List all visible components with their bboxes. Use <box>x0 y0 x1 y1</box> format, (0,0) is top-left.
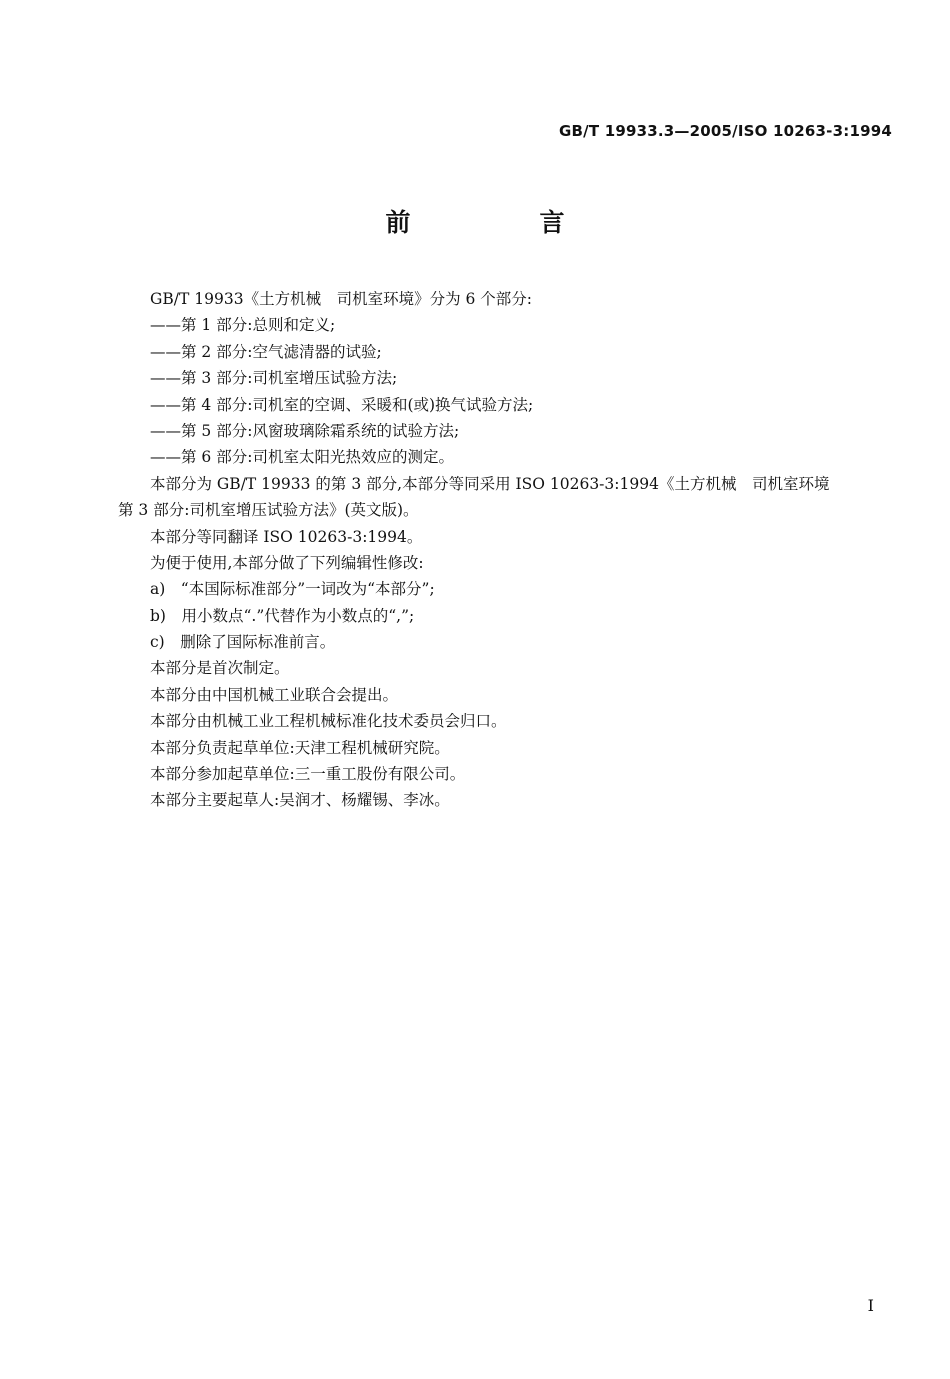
paragraph-translation: 本部分等同翻译 ISO 10263-3:1994。 <box>150 527 423 546</box>
paragraph-lead-drafter: 本部分负责起草单位:天津工程机械研究院。 <box>150 738 450 757</box>
page-number: I <box>867 1296 874 1315</box>
paragraph-proposed-by: 本部分由中国机械工业联合会提出。 <box>150 685 399 704</box>
paragraph-adoption-cont: 第 3 部分:司机室增压试验方法》(英文版)。 <box>118 501 419 520</box>
paragraph-first-edition: 本部分是首次制定。 <box>150 659 290 678</box>
list-item-part-2: ——第 2 部分:空气滤清器的试验; <box>150 342 382 361</box>
list-item-edit-b: b) 用小数点“.”代替作为小数点的“,”; <box>150 606 415 625</box>
list-item-part-6: ——第 6 部分:司机室太阳光热效应的测定。 <box>150 448 454 467</box>
paragraph-adoption: 本部分为 GB/T 19933 的第 3 部分,本部分等同采用 ISO 10263-3:1994《土方机械 司机室环境 <box>150 474 830 493</box>
paragraph-edits-intro: 为便于使用,本部分做了下列编辑性修改: <box>150 553 424 572</box>
list-item-edit-a: a) “本国际标准部分”一词改为“本部分”; <box>150 580 435 599</box>
list-item-part-5: ——第 5 部分:风窗玻璃除霜系统的试验方法; <box>150 421 460 440</box>
document-code: GB/T 19933.3—2005/ISO 10263-3:1994 <box>559 122 892 140</box>
list-item-part-1: ——第 1 部分:总则和定义; <box>150 316 336 335</box>
paragraph-main-drafters: 本部分主要起草人:吴润才、杨耀锡、李冰。 <box>150 791 450 810</box>
foreword-body <box>118 286 878 814</box>
paragraph-intro: GB/T 19933《土方机械 司机室环境》分为 6 个部分: <box>150 290 533 308</box>
page-title: 前 言 <box>385 208 617 237</box>
paragraph-under-jurisdiction: 本部分由机械工业工程机械标准化技术委员会归口。 <box>150 712 507 731</box>
list-item-edit-c: c) 删除了国际标准前言。 <box>150 633 336 652</box>
paragraph-participating-drafter: 本部分参加起草单位:三一重工股份有限公司。 <box>150 765 466 784</box>
list-item-part-3: ——第 3 部分:司机室增压试验方法; <box>150 369 398 388</box>
list-item-part-4: ——第 4 部分:司机室的空调、采暖和(或)换气试验方法; <box>150 395 534 414</box>
